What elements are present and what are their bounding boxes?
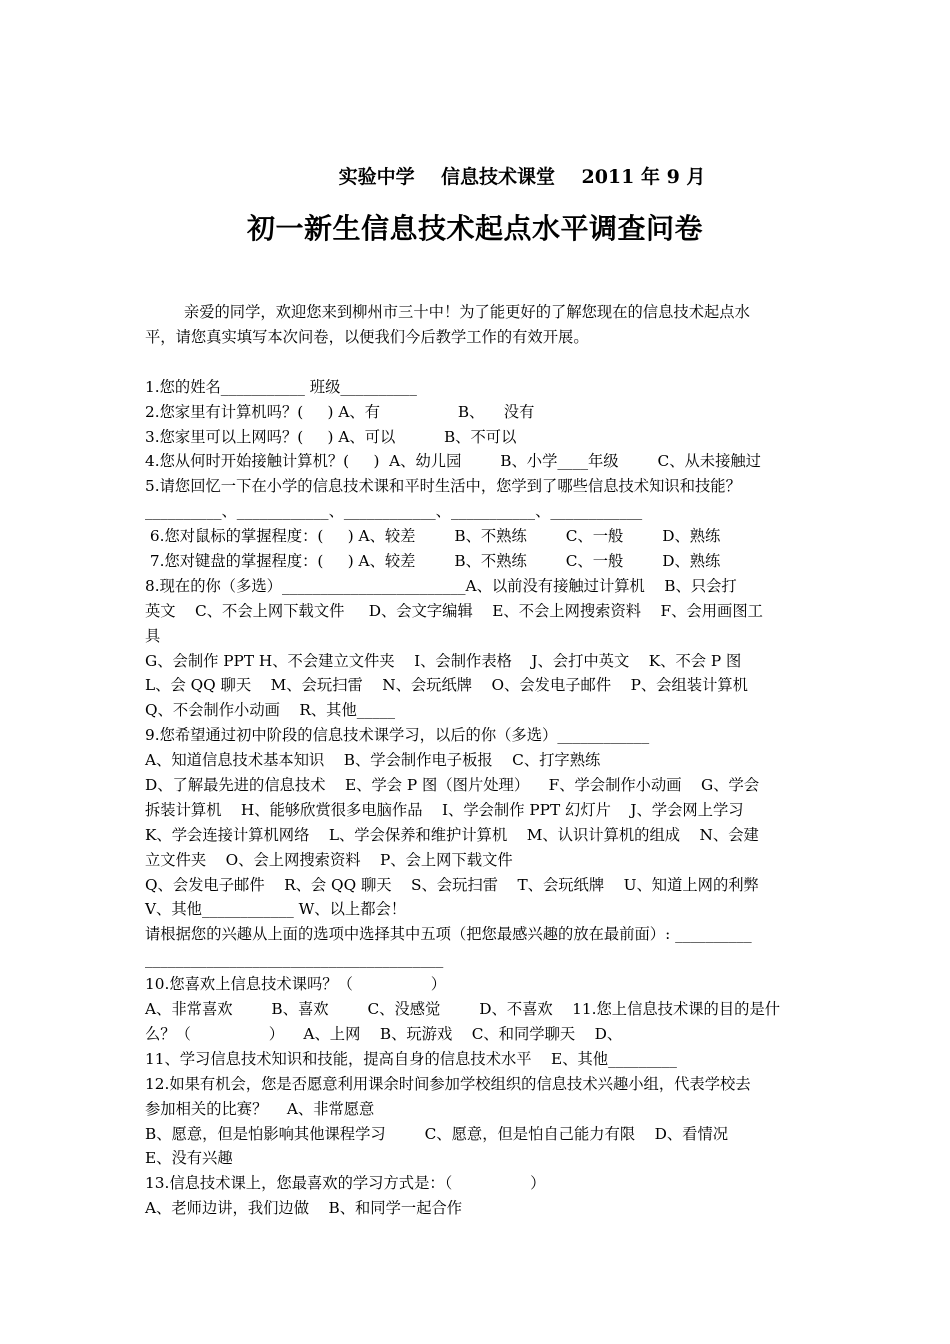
question-12-options-line: E、没有兴趣 — [145, 1149, 233, 1168]
question-11-line: 么？（ ） A、上网 B、玩游戏 C、和同学聊天 D、 — [145, 1024, 623, 1043]
question-12-line: 参加相关的比赛？ A、非常愿意 — [145, 1099, 375, 1118]
question-4-line: 4.您从何时开始接触计算机？( ) A、幼儿园 B、小学____年级 C、从未接触过 — [145, 452, 761, 471]
paragraph-gap — [145, 350, 810, 375]
question-13-line: 13.信息技术课上，您最喜欢的学习方式是：（ ） — [145, 1174, 546, 1193]
question-9-options-line: D、了解最先进的信息技术 E、学会 P 图（图片处理） F、学会制作小动画 G、学会 — [145, 776, 760, 795]
question-13-options-line: A、老师边讲，我们边做 B、和同学一起合作 — [145, 1199, 463, 1218]
question-3-line: 3.您家里可以上网吗？( ) A、可以 B、不可以 — [145, 427, 517, 446]
question-9-options-line: 立文件夹 O、会上网搜索资料 P、会上网下载文件 — [145, 850, 513, 869]
question-9-options-line: Q、会发电子邮件 R、会 QQ 聊天 S、会玩扫雷 T、会玩纸牌 U、知道上网的利弊 — [145, 875, 759, 894]
question-10-line: 10.您喜欢上信息技术课吗？（ ） — [145, 975, 446, 994]
intro-line: 亲爱的同学，欢迎您来到柳州市三十中！为了能更好的了解您现在的信息技术起点水 — [145, 303, 750, 321]
question-8-options-line: G、会制作 PPT H、不会建立文件夹 I、会制作表格 J、会打中英文 K、不会 P 图 — [145, 651, 742, 670]
question-8-options-line: L、会 QQ 聊天 M、会玩扫雷 N、会玩纸牌 O、会发电子邮件 P、会组装计算机 — [145, 676, 748, 695]
question-6-line: 6.您对鼠标的掌握程度：( ) A、较差 B、不熟练 C、一般 D、熟练 — [145, 527, 721, 546]
question-5-line: 5.请您回忆一下在小学的信息技术课和平时生活中，您学到了哪些信息技术知识和技能？ — [145, 477, 741, 496]
question-8-options-line: 英文 C、不会上网下载文件 D、会文字编辑 E、不会上网搜索资料 F、会用画图工 — [145, 601, 763, 620]
document-body — [145, 300, 810, 1221]
question-7-line: 7.您对键盘的掌握程度：( ) A、较差 B、不熟练 C、一般 D、熟练 — [145, 552, 721, 571]
question-8-line: 8.现在的你（多选）________________________A、以前没有接触过计算机 B、只会打 — [145, 576, 737, 595]
question-12-options-line: B、愿意，但是怕影响其他课程学习 C、愿意，但是怕自己能力有限 D、看情况 — [145, 1124, 729, 1143]
question-9-options-line: A、知道信息技术基本知识 B、学会制作电子板报 C、打字熟练 — [145, 751, 601, 770]
question-8-options-line: 具 — [145, 626, 161, 645]
question-9-answer-line: _______________________________________ — [145, 950, 444, 969]
document-title: 初一新生信息技术起点水平调查问卷 — [246, 212, 703, 245]
question-9-options-line: 拆装计算机 H、能够欣赏很多电脑作品 I、学会制作 PPT 幻灯片 J、学会网上学习 — [145, 800, 744, 819]
question-9-options-line: K、学会连接计算机网络 L、学会保养和维护计算机 M、认识计算机的组成 N、会建 — [145, 825, 759, 844]
question-8-options-line: Q、不会制作小动画 R、其他_____ — [145, 701, 396, 720]
question-5-answer-line: __________、____________、____________、___________、____________ — [145, 502, 643, 521]
question-9-options-line: V、其他____________ W、以上都会！ — [145, 900, 407, 919]
question-10-options-line: A、非常喜欢 B、喜欢 C、没感觉 D、不喜欢 11.您上信息技术课的目的是什 — [145, 1000, 781, 1019]
question-9-line: 9.您希望通过初中阶段的信息技术课学习，以后的你（多选）____________ — [145, 726, 650, 745]
question-11-options-line: 11、学习信息技术知识和技能，提高自身的信息技术水平 E、其他_________ — [145, 1049, 677, 1068]
document-header: 实验中学 信息技术课堂 2011 年 9 月 — [338, 166, 706, 188]
question-12-line: 12.如果有机会，您是否愿意利用课余时间参加学校组织的信息技术兴趣小组，代表学校去 — [145, 1074, 751, 1093]
intro-line: 平，请您真实填写本次问卷，以便我们今后教学工作的有效开展。 — [145, 327, 589, 346]
question-1-line: 1.您的姓名___________ 班级__________ — [145, 377, 417, 396]
question-9-followup-line: 请根据您的兴趣从上面的选项中选择其中五项（把您最感兴趣的放在最前面）: __________ — [145, 925, 752, 944]
question-2-line: 2.您家里有计算机吗？( ) A、有 B、 没有 — [145, 402, 535, 421]
